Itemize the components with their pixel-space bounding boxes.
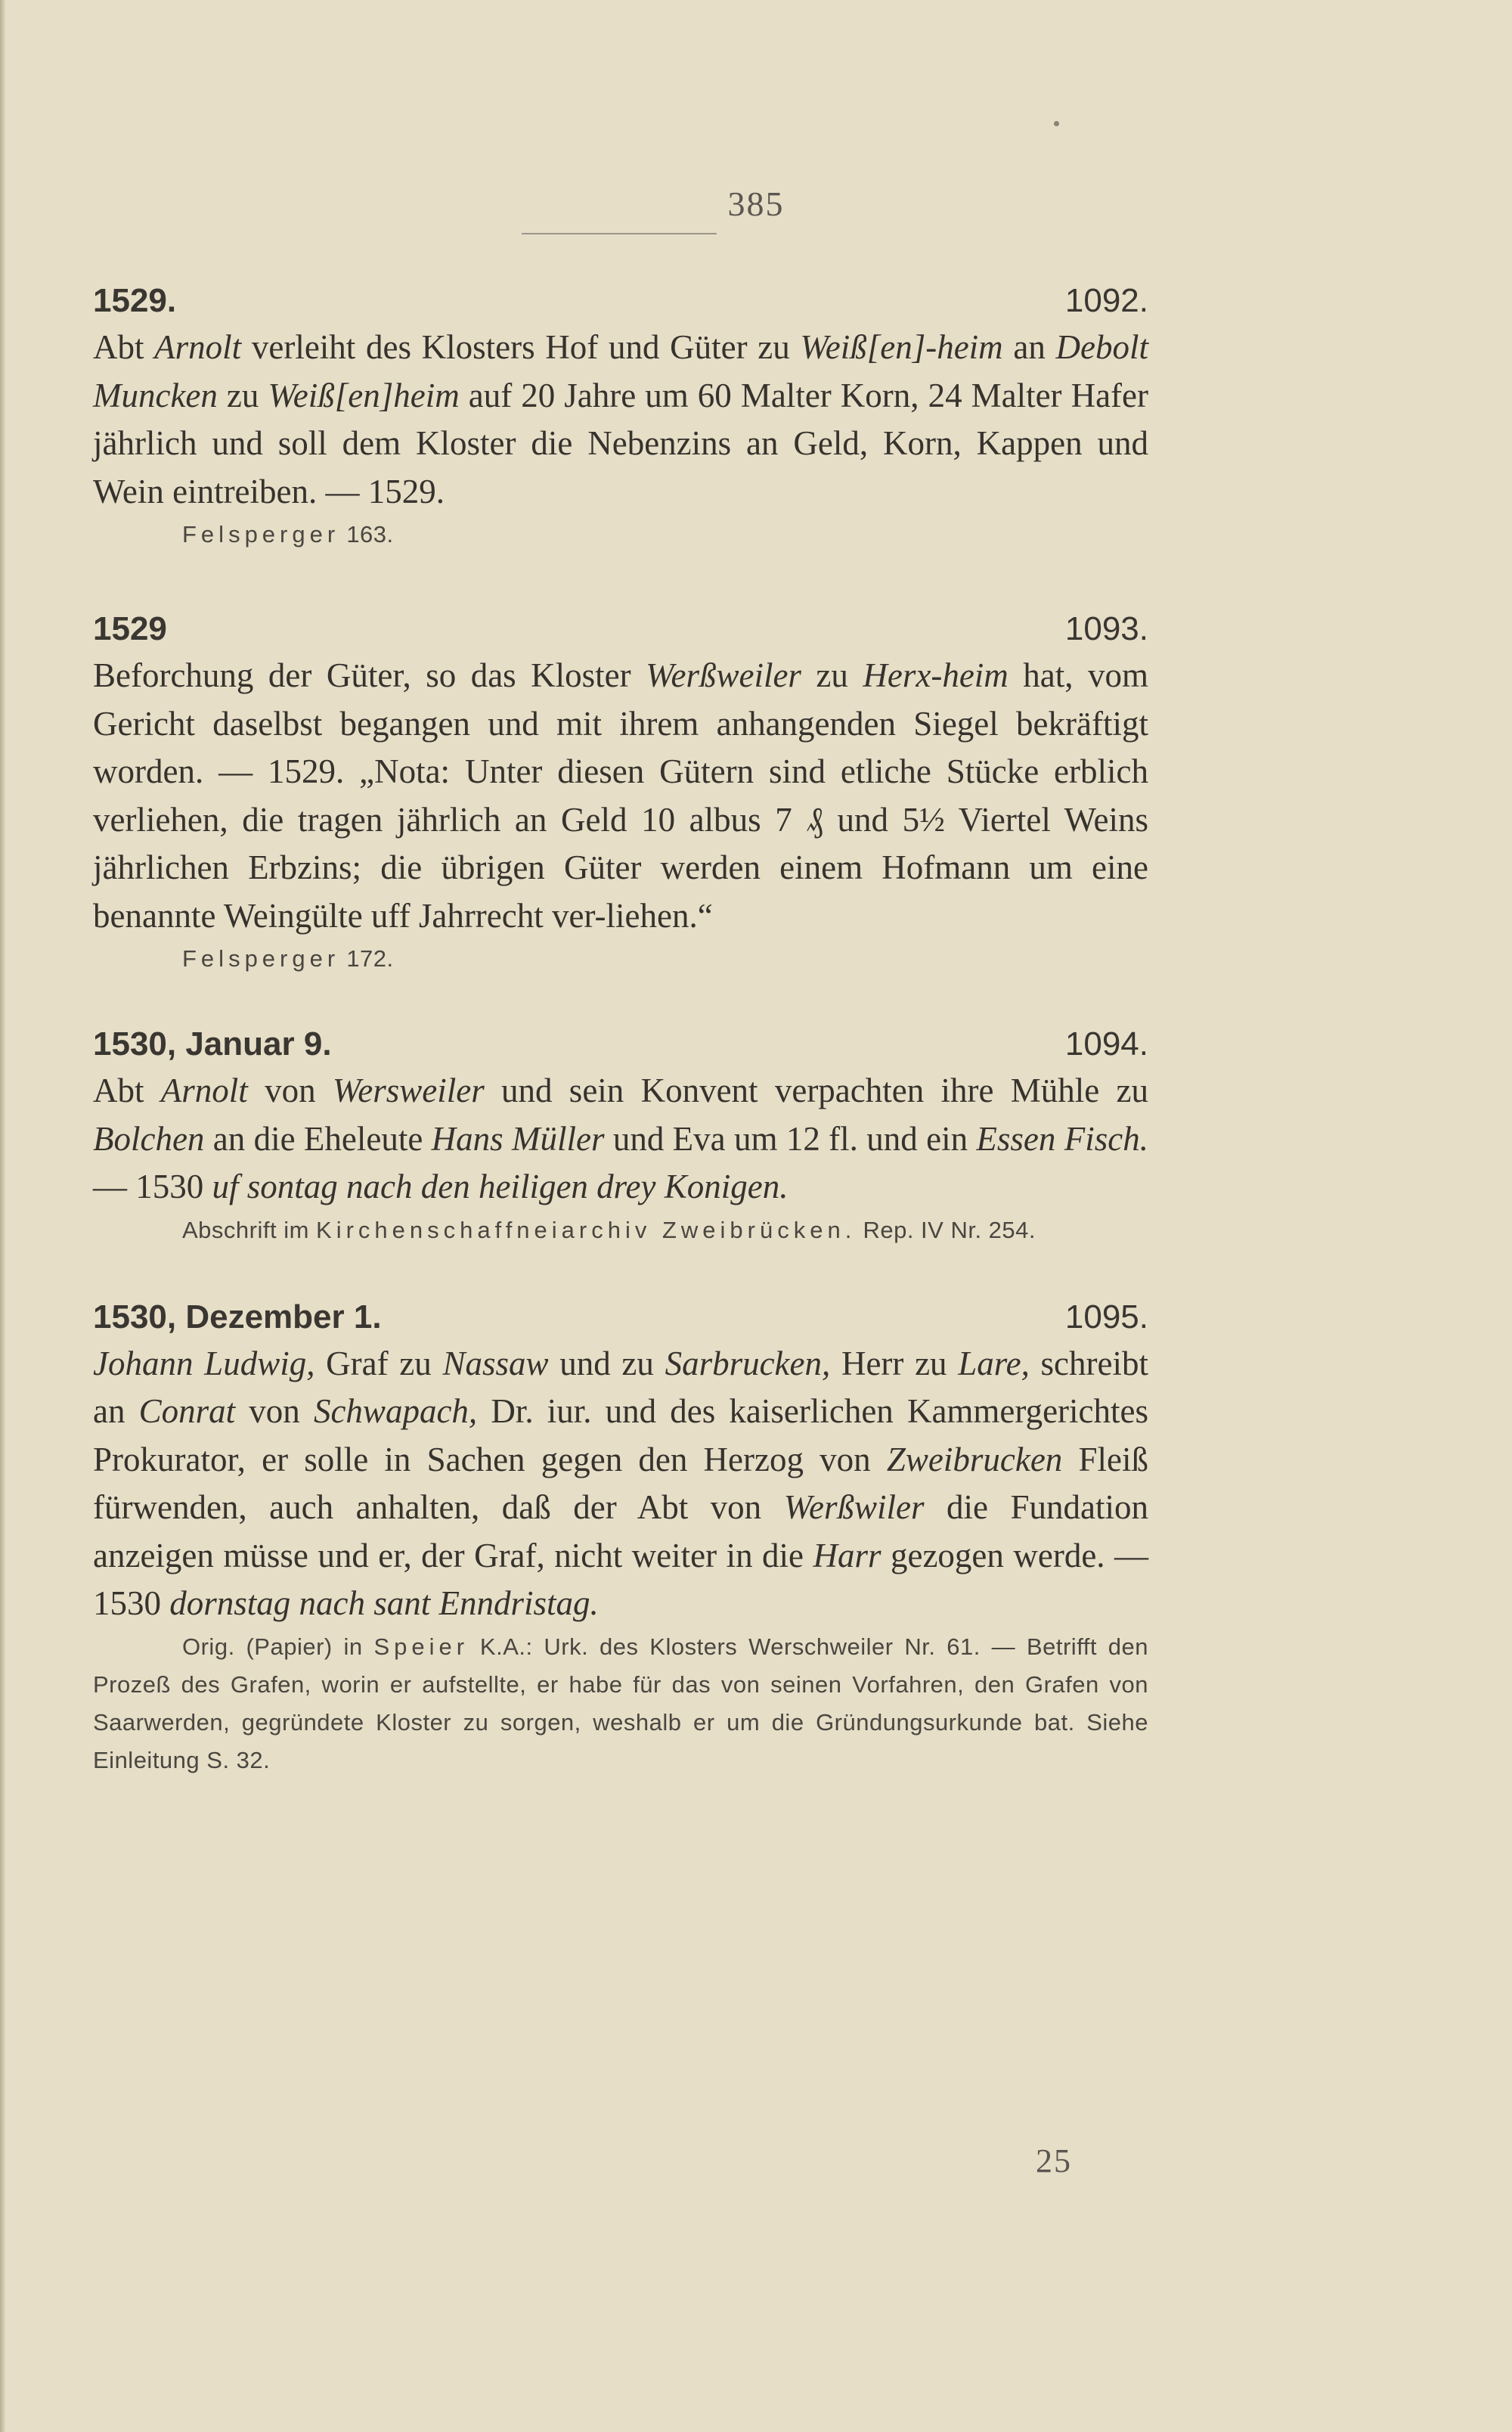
- entry-body: [93, 1067, 1148, 1211]
- text-run: — 1530: [93, 1168, 212, 1205]
- italic-name: Arnolt: [154, 328, 242, 366]
- entry-source: [93, 516, 1148, 554]
- page-number: 385: [727, 185, 785, 223]
- text-run: an: [1002, 328, 1056, 366]
- entry-source: [93, 1628, 1148, 1779]
- text-run: Fleiß fürwenden, auch anhalten, daß der Abt von: [93, 1440, 1148, 1526]
- entry-1095: [93, 1295, 1148, 1779]
- italic-name: Conrat: [138, 1392, 236, 1430]
- entry-source: [93, 940, 1148, 978]
- italic-name: Arnolt: [160, 1072, 248, 1109]
- italic-name: Bolchen: [93, 1119, 205, 1158]
- source-ref: 163.: [346, 521, 394, 548]
- text-column: [93, 278, 1148, 1779]
- italic-name: Johann Ludwig,: [93, 1344, 315, 1382]
- entry-number: 1093.: [1064, 610, 1148, 647]
- source-name: Felsperger: [182, 945, 340, 972]
- text-run: Herr zu: [830, 1344, 959, 1382]
- source-prefix: Orig. (Papier) in: [182, 1633, 363, 1660]
- text-run: zu: [801, 656, 863, 694]
- entry-header: [93, 1022, 1148, 1067]
- entry-date: 1530, Januar 9.: [93, 1025, 332, 1062]
- ink-speck: [1054, 121, 1059, 126]
- text-run: und Eva um 12 fl. und ein: [604, 1119, 977, 1158]
- text-run: zu: [217, 376, 268, 414]
- page-edge-shadow: [0, 0, 6, 2432]
- text-run: und sein Konvent verpachten ihre Mühle zu: [484, 1072, 1149, 1109]
- italic-name: uf sontag nach den heiligen drey Konigen.: [212, 1168, 789, 1205]
- source-prefix: Abschrift im: [182, 1216, 309, 1243]
- source-ref: 172.: [346, 945, 394, 972]
- italic-name: Zweibrucken: [886, 1440, 1063, 1478]
- entry-header: [93, 606, 1148, 652]
- source-name: Kirchenschaffneiarchiv Zweibrücken.: [316, 1216, 857, 1243]
- italic-name: Werßweiler: [646, 656, 801, 694]
- entry-body: [93, 1340, 1148, 1628]
- italic-name: Werßwiler: [783, 1488, 925, 1526]
- entry-body: [93, 324, 1148, 516]
- italic-name: Debolt Muncken: [93, 328, 1148, 414]
- text-run: auf 20 Jahre um 60 Malter Korn, 24 Malter Hafer jährlich und soll dem Kloster die Nebenzins an Geld, Korn, Kappen und Wein eintreiben. — 1529.: [93, 376, 1148, 510]
- entry-source: [93, 1211, 1148, 1249]
- italic-name: Herx-heim: [863, 656, 1009, 694]
- text-run: die Fundation anzeigen müsse und er, der Graf, nicht weiter in die: [93, 1488, 1149, 1574]
- text-run: von: [235, 1392, 314, 1430]
- italic-name: Nassaw: [442, 1344, 549, 1382]
- entry-header: [93, 1295, 1148, 1340]
- page-number-rule: [522, 233, 717, 234]
- source-ref: K.A.: Urk. des Klosters Werschweiler Nr. 61. — Betrifft den Prozeß des Grafen, worin er aufstellte, er habe für das von seinen Vorfahren, den Grafen von Saarwerden, gegründete Kloster zu sorgen, weshalb er um die Gründungsurkunde bat. Siehe Einleitung S. 32.: [93, 1633, 1148, 1773]
- italic-name: dornstag nach sant Enndristag.: [169, 1584, 599, 1622]
- text-run: Dr. iur. und des kaiserlichen Kammergerichtes Prokurator, er solle in Sachen gegen den Herzog von: [93, 1392, 1148, 1478]
- entry-1093: [93, 606, 1148, 978]
- entry-date: 1529.: [93, 282, 177, 319]
- entry-number: 1094.: [1064, 1025, 1148, 1062]
- italic-name: Essen Fisch.: [976, 1119, 1148, 1158]
- entry-number: 1092.: [1064, 282, 1148, 319]
- text-run: gezogen werde. — 1530: [93, 1536, 1149, 1622]
- source-name: Felsperger: [182, 521, 340, 548]
- text-run: Graf zu: [314, 1344, 443, 1382]
- text-run: Abt: [93, 1072, 161, 1109]
- italic-name: Hans Müller: [431, 1119, 605, 1158]
- entry-1094: [93, 1022, 1148, 1249]
- text-run: und zu: [548, 1344, 665, 1382]
- text-run: Beforchung der Güter, so das Kloster: [93, 656, 646, 694]
- italic-name: Harr: [813, 1536, 881, 1574]
- source-ref: Rep. IV Nr. 254.: [863, 1216, 1036, 1243]
- text-run: hat, vom Gericht daselbst begangen und mit ihrem anhangenden Siegel bekräftigt worden. — 1529. „Nota: Unter diesen Gütern sind etliche Stücke erblich verliehen, die tragen jährlich an Geld 10 albus 7 ₰ und 5½ Viertel Weins jährlichen Erbzins; die übrigen Güter werden einem Hofmann um eine benannte Weingülte uff Jahrrecht ver-liehen.“: [93, 656, 1148, 935]
- text-run: Abt: [93, 328, 155, 366]
- entry-body: [93, 652, 1148, 940]
- italic-name: Lare,: [958, 1344, 1030, 1382]
- italic-name: Weiß[en]-heim: [800, 328, 1003, 366]
- italic-name: Weiß[en]heim: [268, 376, 460, 414]
- text-run: von: [247, 1072, 333, 1109]
- italic-name: Sarbrucken,: [665, 1344, 831, 1382]
- italic-name: Wersweiler: [332, 1072, 485, 1109]
- italic-name: Schwapach,: [313, 1392, 478, 1430]
- entry-header: [93, 278, 1148, 324]
- entry-number: 1095.: [1064, 1298, 1148, 1335]
- signature-mark: 25: [1036, 2142, 1072, 2179]
- entry-date: 1529: [93, 610, 167, 647]
- text-run: schreibt an: [93, 1344, 1148, 1430]
- text-run: verleiht des Klosters Hof und Güter zu: [241, 328, 801, 366]
- text-run: an die Eheleute: [204, 1119, 432, 1158]
- entry-date: 1530, Dezember 1.: [93, 1298, 382, 1335]
- source-name: Speier: [373, 1633, 469, 1660]
- entry-1092: [93, 278, 1148, 554]
